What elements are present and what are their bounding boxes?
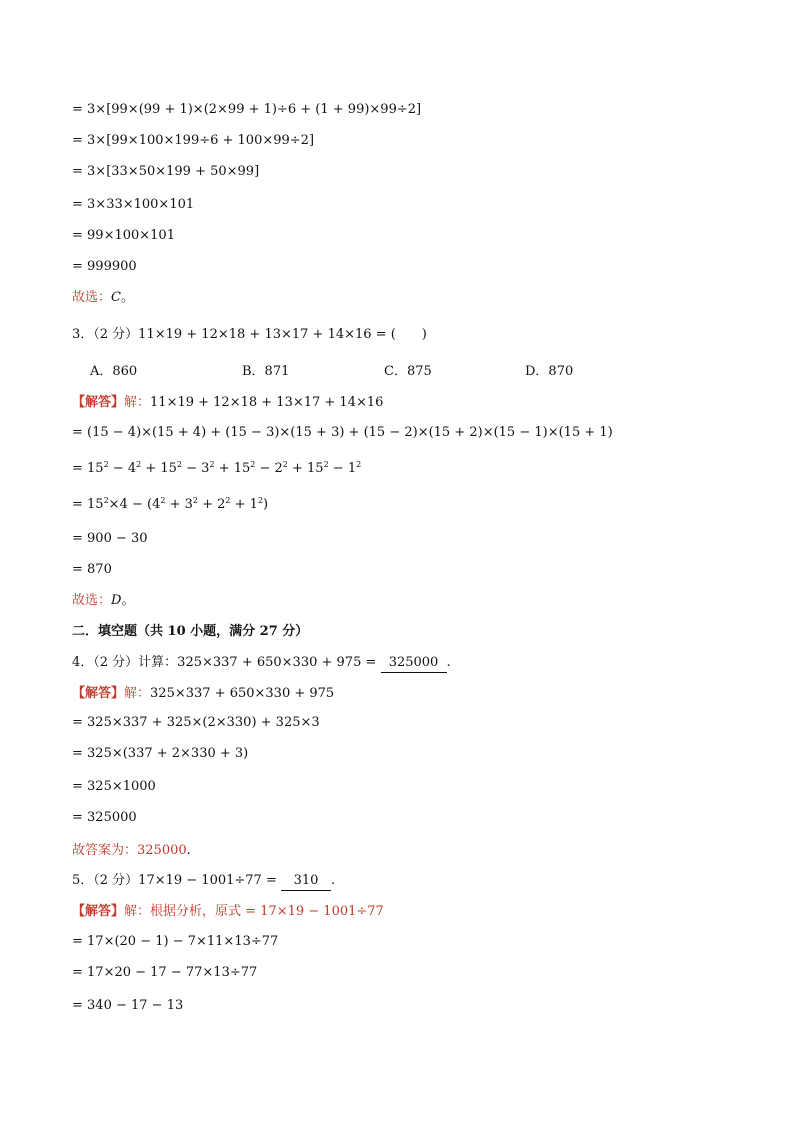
q3-line-3-exp: 2: [257, 496, 264, 505]
q5-line-2: = 17×20 − 17 − 77×13÷77: [72, 965, 258, 980]
prev-line-2: = 3×[99×100×199÷6 + 100×99÷2]: [72, 133, 315, 148]
q5-line-3: = 340 − 17 − 13: [72, 998, 184, 1013]
q5-stem-end: .: [331, 873, 336, 888]
q3-option-d: D．870: [525, 364, 574, 379]
q3-line-2-exp: 2: [282, 460, 288, 469]
q3-line-1: = (15 − 4)×(15 + 4) + (15 − 3)×(15 + 3) + (15 − 2)×(15 + 2)×(15 − 1)×(15 + 1): [72, 425, 613, 440]
q3-line-3-exp: 2: [103, 496, 109, 505]
q4-answer-blank: 325000: [381, 654, 447, 673]
q4-conclusion: [72, 842, 191, 860]
conclusion-choice: C: [111, 290, 121, 305]
prev-line-1: = 3×[99×(99 + 1)×(2×99 + 1)÷6 + (1 + 99)×99÷2]: [72, 102, 422, 117]
q3-line-3-exp: 2: [225, 496, 231, 505]
solution-tag: 【解答】: [72, 904, 125, 919]
q3-line-3: [72, 492, 268, 514]
prev-line-6: = 999900: [72, 259, 137, 274]
conclusion-prefix: 故答案为：: [72, 843, 138, 858]
q3-line-3-exp: 2: [160, 496, 166, 505]
q4-solution-head: [72, 685, 334, 703]
q3-line-2-term: − 4: [108, 461, 137, 476]
q3-conclusion: [72, 592, 134, 610]
q3-line-2-exp: 2: [136, 460, 142, 469]
q3-line-2-term: + 15: [141, 461, 177, 476]
q3-line-2-exp: 2: [356, 460, 362, 469]
q3-line-2-exp: 2: [209, 460, 215, 469]
q3-line-3-term: + 2: [197, 497, 226, 512]
solution-tag: 【解答】: [72, 395, 125, 410]
q3-line-2-exp: 2: [250, 460, 256, 469]
q3-line-2-term: 15: [87, 461, 104, 476]
solution-tag-after: 解：根据分析，原式 = 17×19 − 1001÷77: [124, 904, 384, 919]
q3-line-2: [72, 456, 361, 478]
q4-line-2: = 325×(337 + 2×330 + 3): [72, 746, 249, 761]
q3-line-2-term: + 15: [287, 461, 324, 476]
q4-stem: [72, 654, 451, 673]
q3-line-2-exp: 2: [323, 460, 329, 469]
q3-line-5: = 870: [72, 562, 112, 577]
q4-line-3: = 325×1000: [72, 779, 156, 794]
conclusion-suffix: .: [186, 843, 191, 858]
q5-answer-blank: 310: [281, 872, 331, 891]
conclusion-choice: D: [111, 593, 122, 608]
q4-line-1: = 325×337 + 325×(2×330) + 325×3: [72, 715, 320, 730]
q3-option-b: B．871: [242, 364, 290, 379]
q3-option-c: C．875: [384, 364, 432, 379]
q3-line-3-exp: 2: [192, 496, 198, 505]
q4-stem-end: .: [446, 655, 451, 670]
solution-tag-after: 解：: [124, 395, 151, 410]
q3-line-3-term: ×4 − (4: [108, 497, 161, 512]
section-title: 二．填空题（共 10 小题，满分 27 分）: [72, 624, 309, 639]
q3-line-2-exp: 2: [103, 460, 109, 469]
q3-line-3-term: + 3: [165, 497, 193, 512]
prev-line-4: = 3×33×100×101: [72, 197, 195, 212]
q3-line-3-term: ): [263, 497, 269, 512]
prev-conclusion: [72, 289, 134, 307]
conclusion-suffix: 。: [120, 290, 134, 305]
q3-line-2-term: − 1: [328, 461, 357, 476]
conclusion-prefix: 故选：: [72, 290, 112, 305]
conclusion-value: 325000: [137, 843, 187, 858]
q3-solution-head: [72, 394, 383, 412]
q4-stem-text: 4．（2 分）计算：325×337 + 650×330 + 975 =: [72, 655, 377, 670]
q5-stem-text: 5．（2 分）17×19 − 1001÷77 =: [72, 873, 277, 888]
q5-line-1: = 17×(20 − 1) − 7×11×13÷77: [72, 934, 279, 949]
conclusion-prefix: 故选：: [72, 593, 112, 608]
solution-tag: 【解答】: [72, 686, 125, 701]
prev-line-3: = 3×[33×50×199 + 50×99]: [72, 164, 260, 179]
solution-first-line: 325×337 + 650×330 + 975: [150, 686, 335, 701]
prev-line-5: = 99×100×101: [72, 228, 175, 243]
solution-first-line: 11×19 + 12×18 + 13×17 + 14×16: [150, 395, 384, 410]
q3-stem: 3．（2 分）11×19 + 12×18 + 13×17 + 14×16 = ( ): [72, 327, 427, 342]
q3-line-3-term: + 1: [230, 497, 258, 512]
solution-tag-after: 解：: [124, 686, 151, 701]
q3-line-3-term: = 15: [72, 497, 104, 512]
conclusion-suffix: 。: [121, 593, 135, 608]
q5-stem: [72, 872, 335, 891]
q3-option-a: A．860: [90, 364, 138, 379]
q3-line-2-prefix: =: [72, 461, 88, 476]
q5-solution-head: [72, 903, 384, 921]
q3-line-4: = 900 − 30: [72, 531, 148, 546]
q3-line-2-term: + 15: [214, 461, 251, 476]
q3-line-2-term: − 3: [182, 461, 210, 476]
q3-line-2-term: − 2: [255, 461, 283, 476]
q3-line-2-exp: 2: [176, 460, 182, 469]
q4-line-4: = 325000: [72, 810, 137, 825]
